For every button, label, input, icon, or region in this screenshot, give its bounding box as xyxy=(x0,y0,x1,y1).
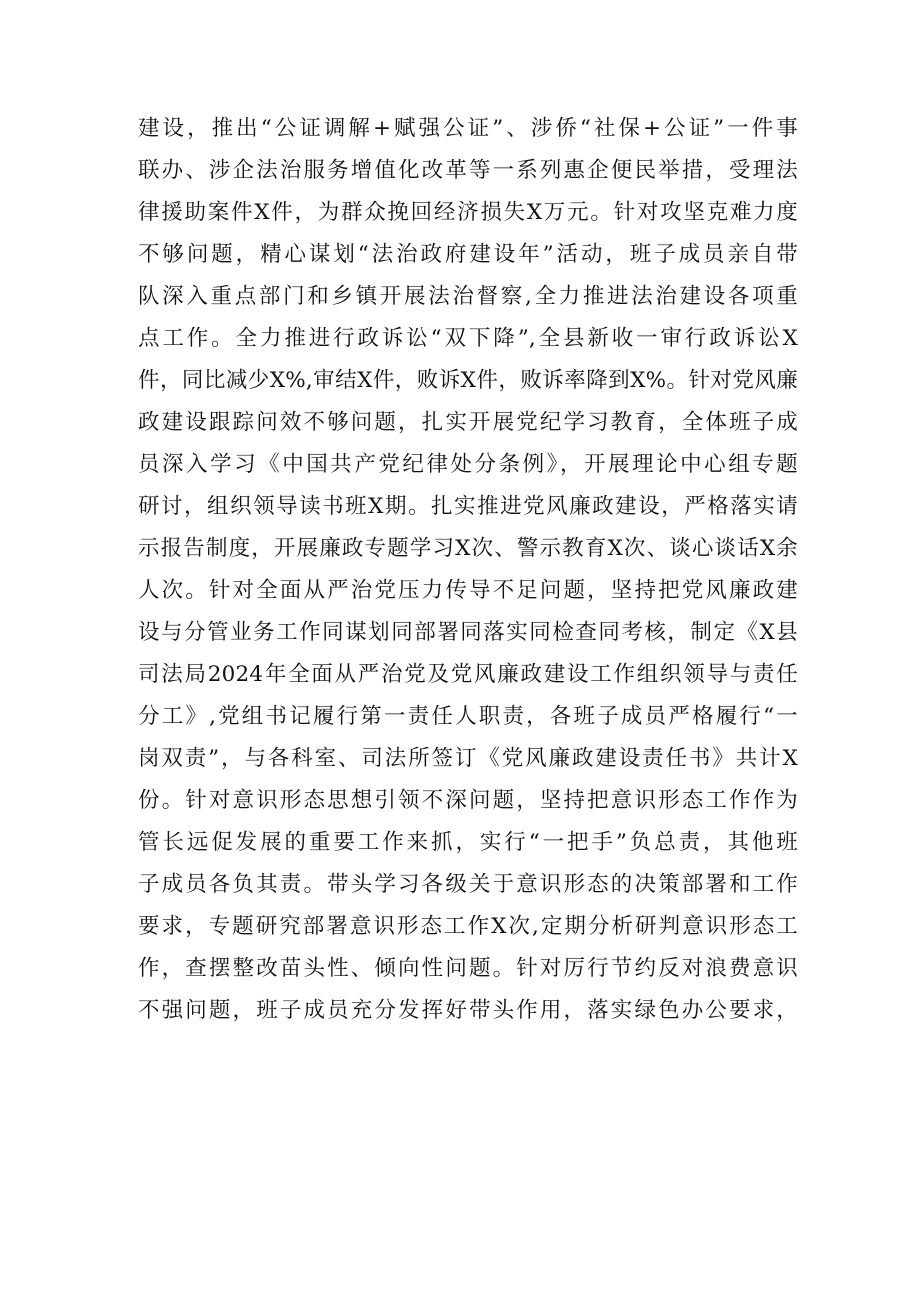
text-line: 点工作。全力推进行政诉讼“双下降”,全县新收一审行政诉讼X xyxy=(138,326,798,351)
text-line: 不够问题，精心谋划“法治政府建设年”活动，班子成员亲自带 xyxy=(138,242,798,267)
text-line: 建设，推出“公证调解+赋强公证”、涉侨“社保+公证”一件事 xyxy=(138,116,798,141)
text-line: 件，同比减少X%,审结X件，败诉X件，败诉率降到X%。针对党风廉 xyxy=(138,368,798,393)
text-line: 不强问题，班子成员充分发挥好带头作用，落实绿色办公要求， xyxy=(138,998,798,1023)
text-line: 份。针对意识形态思想引领不深问题，坚持把意识形态工作作为 xyxy=(138,788,798,813)
text-line: 员深入学习《中国共产党纪律处分条例》，开展理论中心组专题 xyxy=(138,452,798,477)
text-line: 律援助案件X件，为群众挽回经济损失X万元。针对攻坚克难力度 xyxy=(138,200,798,225)
text-line: 子成员各负其责。带头学习各级关于意识形态的决策部署和工作 xyxy=(138,872,798,897)
text-line: 队深入重点部门和乡镇开展法治督察,全力推进法治建设各项重 xyxy=(138,284,798,309)
text-line: 管长远促发展的重要工作来抓，实行“一把手”负总责，其他班 xyxy=(138,830,798,855)
text-line: 人次。针对全面从严治党压力传导不足问题，坚持把党风廉政建 xyxy=(138,578,798,603)
text-line: 政建设跟踪问效不够问题，扎实开展党纪学习教育，全体班子成 xyxy=(138,410,798,435)
text-line: 作，查摆整改苗头性、倾向性问题。针对厉行节约反对浪费意识 xyxy=(138,956,798,981)
text-line: 要求，专题研究部署意识形态工作X次,定期分析研判意识形态工 xyxy=(138,914,798,939)
text-line: 研讨，组织领导读书班X期。扎实推进党风廉政建设，严格落实请 xyxy=(138,494,798,519)
text-line: 司法局2024年全面从严治党及党风廉政建设工作组织领导与责任 xyxy=(138,662,798,687)
text-line: 岗双责”，与各科室、司法所签订《党风廉政建设责任书》共计X xyxy=(138,746,798,771)
body-paragraph xyxy=(138,108,798,1032)
text-line: 示报告制度，开展廉政专题学习X次、警示教育X次、谈心谈话X余 xyxy=(138,536,798,561)
text-line: 联办、涉企法治服务增值化改革等一系列惠企便民举措，受理法 xyxy=(138,158,798,183)
text-line: 设与分管业务工作同谋划同部署同落实同检查同考核，制定《X县 xyxy=(138,620,798,645)
text-line: 分工》,党组书记履行第一责任人职责，各班子成员严格履行“一 xyxy=(138,704,798,729)
